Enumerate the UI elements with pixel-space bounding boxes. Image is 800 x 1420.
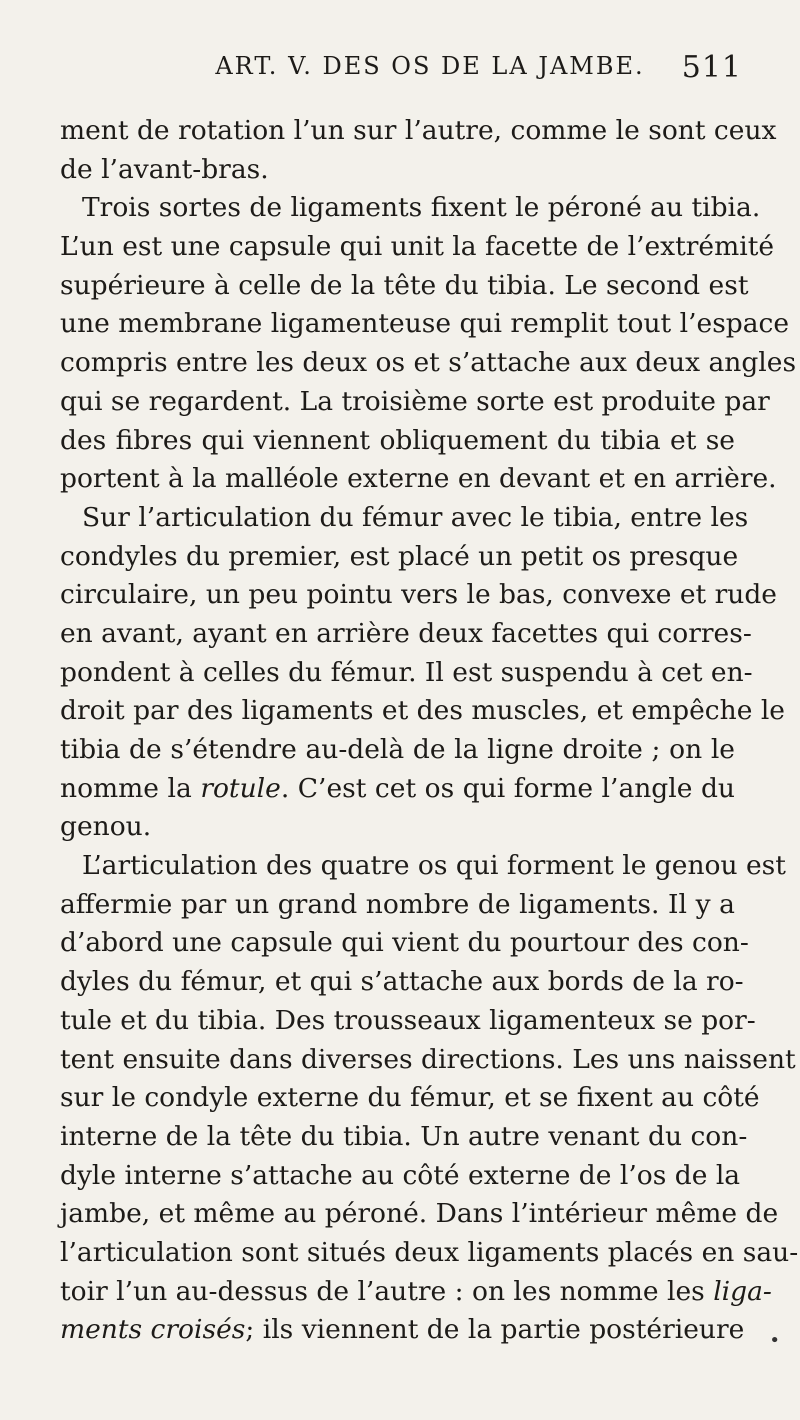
text-line: Trois sortes de ligaments fixent le péroné au tibia. (82, 192, 761, 224)
text-line: tent ensuite dans diverses directions. Les uns naissent (60, 1043, 796, 1075)
text-line-with-italic (60, 770, 735, 809)
text-line: sur le condyle externe du fémur, et se fixent au côté (60, 1082, 760, 1114)
text-line: Sur l’articulation du fémur avec le tibia, entre les (82, 501, 749, 533)
text-line: dyle interne s’attache au côté externe de l’os de la (60, 1159, 741, 1191)
text-line: en avant, ayant en arrière deux facettes qui corres- (60, 617, 752, 649)
text-line: dyles du fémur, et qui s’attache aux bords de la ro- (60, 966, 744, 998)
text-line: qui se regardent. La troisième sorte est produite par (60, 385, 770, 417)
text-segment: . C’est cet os qui forme l’angle du (280, 772, 735, 804)
text-line: supérieure à celle de la tête du tibia. Le second est (60, 269, 749, 301)
text-line: ment de rotation l’un sur l’autre, comme le sont ceux (60, 115, 777, 146)
italic-term-croises: ments croisés (60, 1314, 246, 1346)
text-line: affermie par un grand nombre de ligaments. Il y a (60, 888, 735, 920)
running-title: ART. V. DES OS DE LA JAMBE. (215, 52, 645, 80)
text-line: d’abord une capsule qui vient du pourtour des con- (60, 927, 749, 959)
text-line: l’articulation sont situés deux ligaments placés en sau- (60, 1236, 799, 1268)
text-line: une membrane ligamenteuse qui remplit tout l’espace (60, 308, 790, 340)
text-line: tibia de s’étendre au-delà de la ligne droite ; on le (60, 734, 735, 765)
text-line-with-italic (60, 1311, 745, 1350)
text-line: compris entre les deux os et s’attache aux deux angles (60, 347, 797, 379)
margin-mark: • (769, 1330, 780, 1351)
text-line: tule et du tibia. Des trousseaux ligamenteux se por- (60, 1004, 756, 1036)
text-line: genou. (60, 811, 152, 843)
text-line-with-italic (60, 1273, 772, 1312)
text-segment: nomme la (60, 772, 201, 804)
text-line: circulaire, un peu pointu vers le bas, convexe et rude (60, 579, 777, 611)
text-segment: ; ils viennent de la partie postérieure (245, 1314, 745, 1346)
page-header (118, 52, 742, 92)
text-line: L’articulation des quatre os qui forment le genou est (82, 850, 786, 882)
text-line: portent à la malléole externe en devant et en arrière. (60, 463, 777, 495)
text-line: interne de la tête du tibia. Un autre venant du con- (60, 1120, 748, 1152)
text-line: de l’avant-bras. (60, 153, 269, 185)
text-line: jambe, et même au péroné. Dans l’intérieur même de (60, 1198, 779, 1230)
italic-term-rotule: rotule (200, 772, 281, 804)
text-line: des fibres qui viennent obliquement du tibia et se (60, 424, 735, 456)
italic-term-ligaments: liga- (713, 1275, 772, 1307)
text-line: condyles du premier, est placé un petit os presque (60, 540, 739, 572)
text-segment: toir l’un au-dessus de l’autre : on les nomme les (60, 1275, 714, 1307)
text-line: L’un est une capsule qui unit la facette de l’extrémité (60, 231, 775, 263)
text-line: pondent à celles du fémur. Il est suspendu à cet en- (60, 656, 753, 688)
body-text (60, 112, 799, 1350)
page-number: 511 (681, 50, 742, 85)
text-line: droit par des ligaments et des muscles, et empêche le (60, 695, 785, 727)
